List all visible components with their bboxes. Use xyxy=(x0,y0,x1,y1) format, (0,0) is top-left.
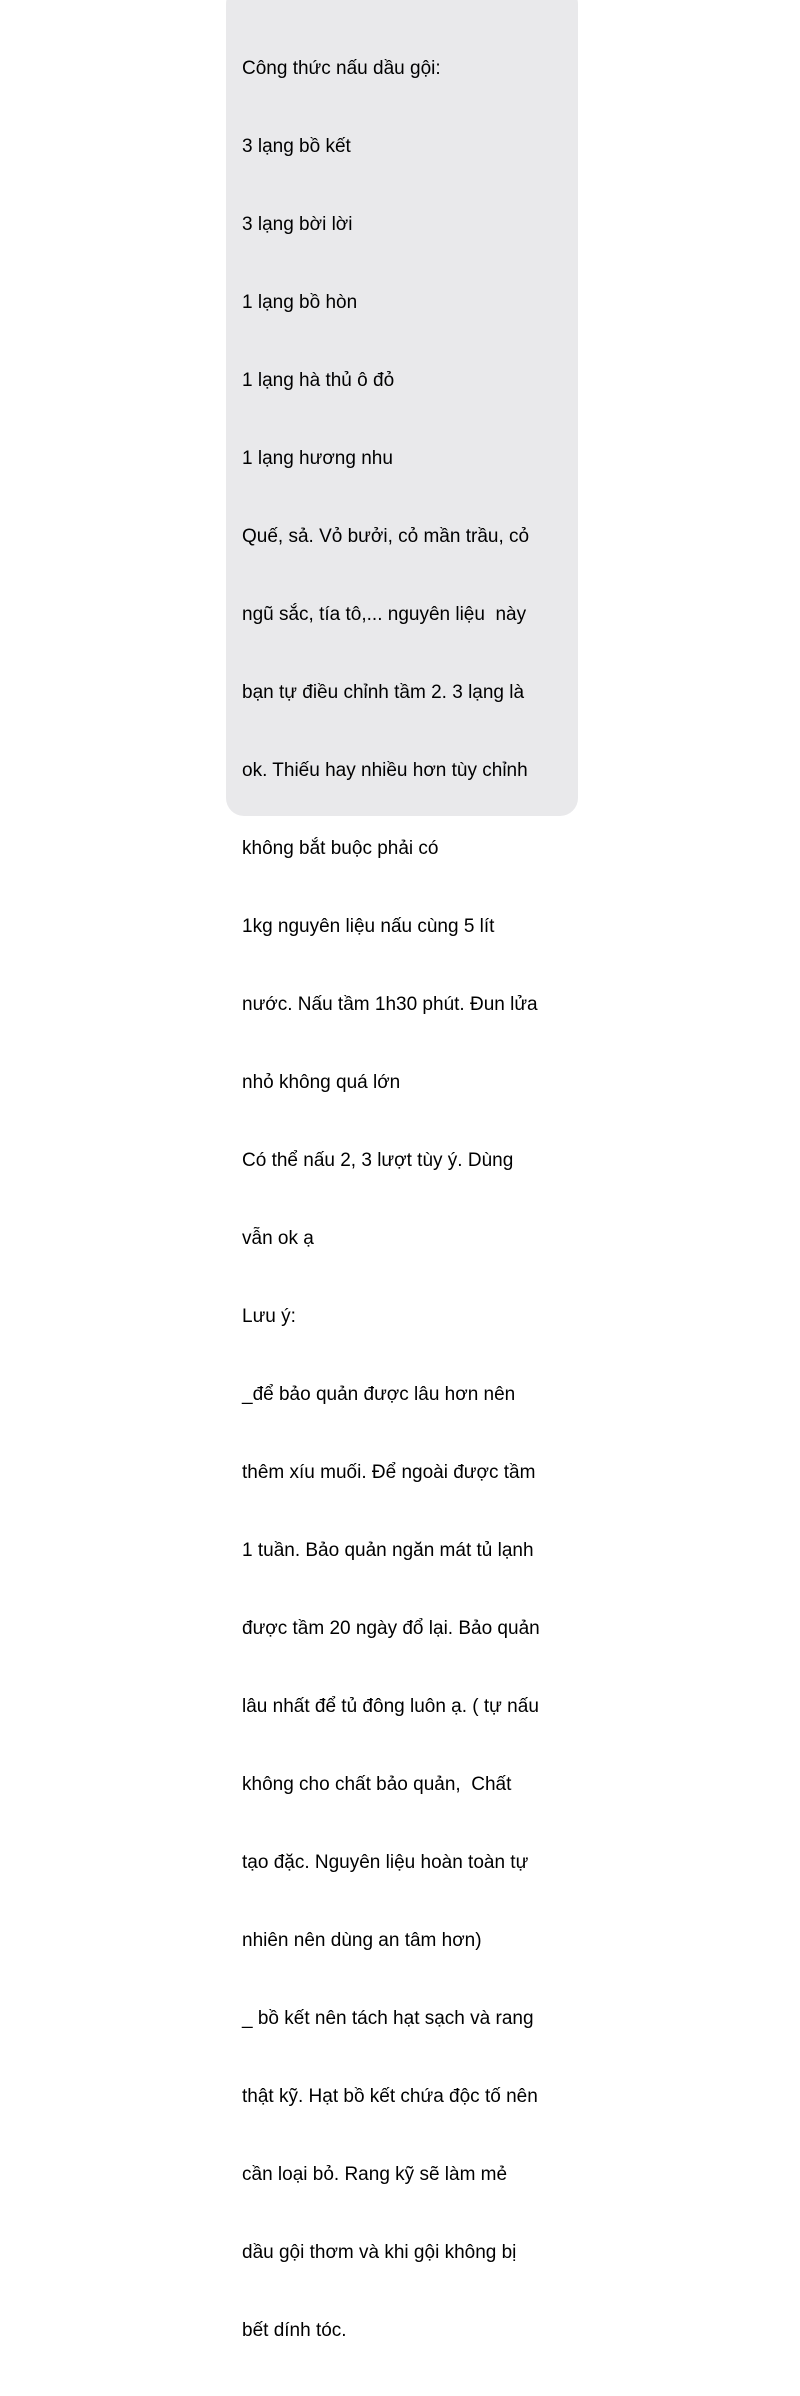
message-line: Công thức nấu dầu gội: xyxy=(242,58,441,79)
message-line: nhiên nên dùng an tâm hơn) xyxy=(242,1930,482,1951)
message-line: Lưu ý: xyxy=(242,1306,296,1327)
message-line: 1 lạng hà thủ ô đỏ xyxy=(242,370,395,391)
message-line: _để bảo quản được lâu hơn nên xyxy=(242,1384,516,1405)
message-line: lâu nhất để tủ đông luôn ạ. ( tự nấu xyxy=(242,1696,539,1717)
message-line: dầu gội thơm và khi gội không bị xyxy=(242,2242,517,2263)
message-line: nước. Nấu tầm 1h30 phút. Đun lửa xyxy=(242,994,538,1015)
message-line: vẫn ok ạ xyxy=(242,1228,314,1249)
message-line: 3 lạng bời lời xyxy=(242,214,353,235)
message-line: ngũ sắc, tía tô,... nguyên liệu này xyxy=(242,604,527,625)
message-line: 1kg nguyên liệu nấu cùng 5 lít xyxy=(242,916,495,937)
message-line: 1 lạng bồ hòn xyxy=(242,292,358,313)
message-line: _ bồ kết nên tách hạt sạch và rang xyxy=(242,2008,534,2029)
message-line: Quế, sả. Vỏ bưởi, cỏ mần trầu, cỏ xyxy=(242,526,530,547)
message-line: không bắt buộc phải có xyxy=(242,838,439,859)
message-line: Có thể nấu 2, 3 lượt tùy ý. Dùng xyxy=(242,1150,514,1171)
message-line: thật kỹ. Hạt bồ kết chứa độc tố nên xyxy=(242,2086,538,2107)
message-line: không cho chất bảo quản, Chất xyxy=(242,1774,512,1795)
message-line: ok. Thiếu hay nhiều hơn tùy chỉnh xyxy=(242,760,528,781)
message-line: bạn tự điều chỉnh tầm 2. 3 lạng là xyxy=(242,682,525,703)
message-line: 3 lạng bồ kết xyxy=(242,136,351,157)
message-line: bết dính tóc. xyxy=(242,2320,347,2341)
message-line: 1 lạng hương nhu xyxy=(242,448,393,469)
message-line: nhỏ không quá lớn xyxy=(242,1072,401,1093)
message-line: được tầm 20 ngày đổ lại. Bảo quản xyxy=(242,1618,540,1639)
message-line: 1 tuần. Bảo quản ngăn mát tủ lạnh xyxy=(242,1540,534,1561)
message-line: tạo đặc. Nguyên liệu hoàn toàn tự xyxy=(242,1852,529,1873)
message-line: cần loại bỏ. Rang kỹ sẽ làm mẻ xyxy=(242,2164,508,2185)
message-text xyxy=(242,4,540,2396)
message-line: thêm xíu muối. Để ngoài được tầm xyxy=(242,1462,536,1483)
